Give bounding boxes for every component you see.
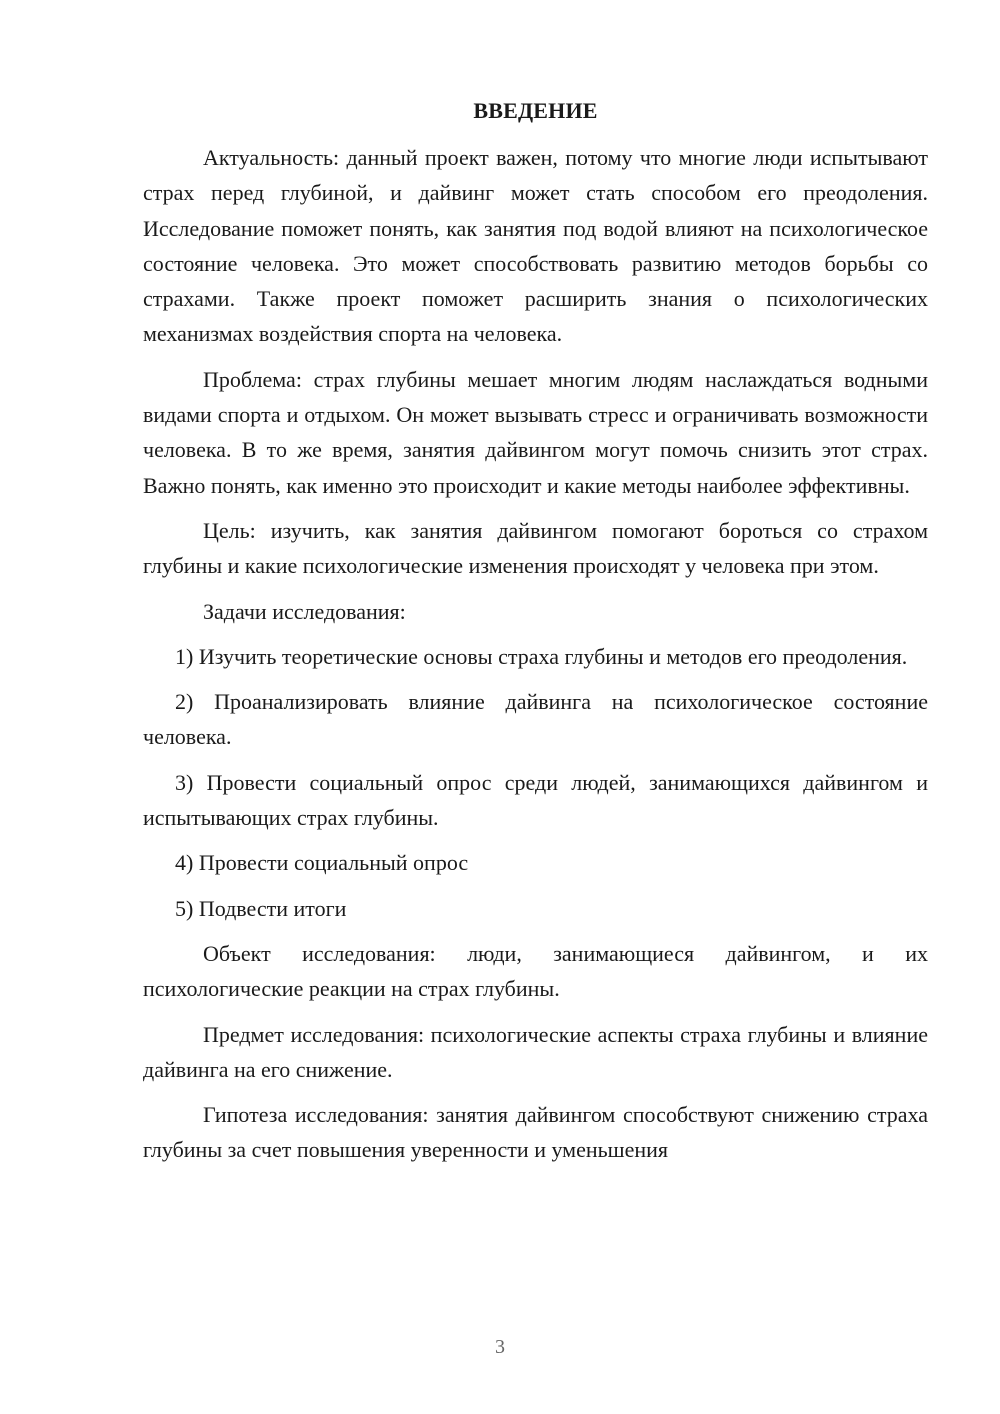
page-number: 3 xyxy=(495,1336,505,1358)
paragraph-hypothesis: Гипотеза исследования: занятия дайвингом способствуют снижению страха глубины за счет повышения уверенности и уменьшения xyxy=(143,1102,928,1163)
paragraph-subject: Предмет исследования: психологические аспекты страха глубины и влияние дайвинга на его снижение. xyxy=(143,1021,928,1082)
task-item-3: 3) Провести социальный опрос среди людей, занимающихся дайвингом и испытывающих страх глубины. xyxy=(143,769,928,831)
task-item-1: 1) Изучить теоретические основы страха глубины и методов его преодоления. xyxy=(175,643,908,669)
paragraph-relevance: Актуальность: данный проект важен, потому что многие люди испытывают страх перед глубиной, и дайвинг может стать способом его преодоления. Исследование поможет понять, как занятия под водой влияют на психологическое состояние человека. Это может способствовать развитию методов борьбы со страхами. Также проект поможет расширить знания о психологических механизмах воздействия спорта на человека. xyxy=(143,145,928,347)
task-item-2: 2) Проанализировать влияние дайвинга на психологическое состояние человека. xyxy=(143,689,928,750)
paragraph-problem: Проблема: страх глубины мешает многим людям наслаждаться водными видами спорта и отдыхом. Он может вызывать стресс и ограничивать возможности человека. В то же время, занятия дайвингом могут помочь снизить этот страх. Важно понять, как именно это происходит и какие методы наиболее эффективны. xyxy=(143,366,928,498)
document-page xyxy=(143,96,928,1178)
tasks-heading: Задачи исследования: xyxy=(203,598,406,624)
paragraph-goal: Цель: изучить, как занятия дайвингом помогают бороться со страхом глубины и какие психологические изменения происходят у человека при этом. xyxy=(143,517,928,579)
section-title: ВВЕДЕНИЕ xyxy=(473,98,598,123)
task-item-5: 5) Подвести итоги xyxy=(175,895,347,921)
paragraph-object: Объект исследования: люди, занимающиеся дайвингом, и их психологические реакции на страх глубины. xyxy=(143,940,928,1002)
task-item-4: 4) Провести социальный опрос xyxy=(175,850,469,876)
